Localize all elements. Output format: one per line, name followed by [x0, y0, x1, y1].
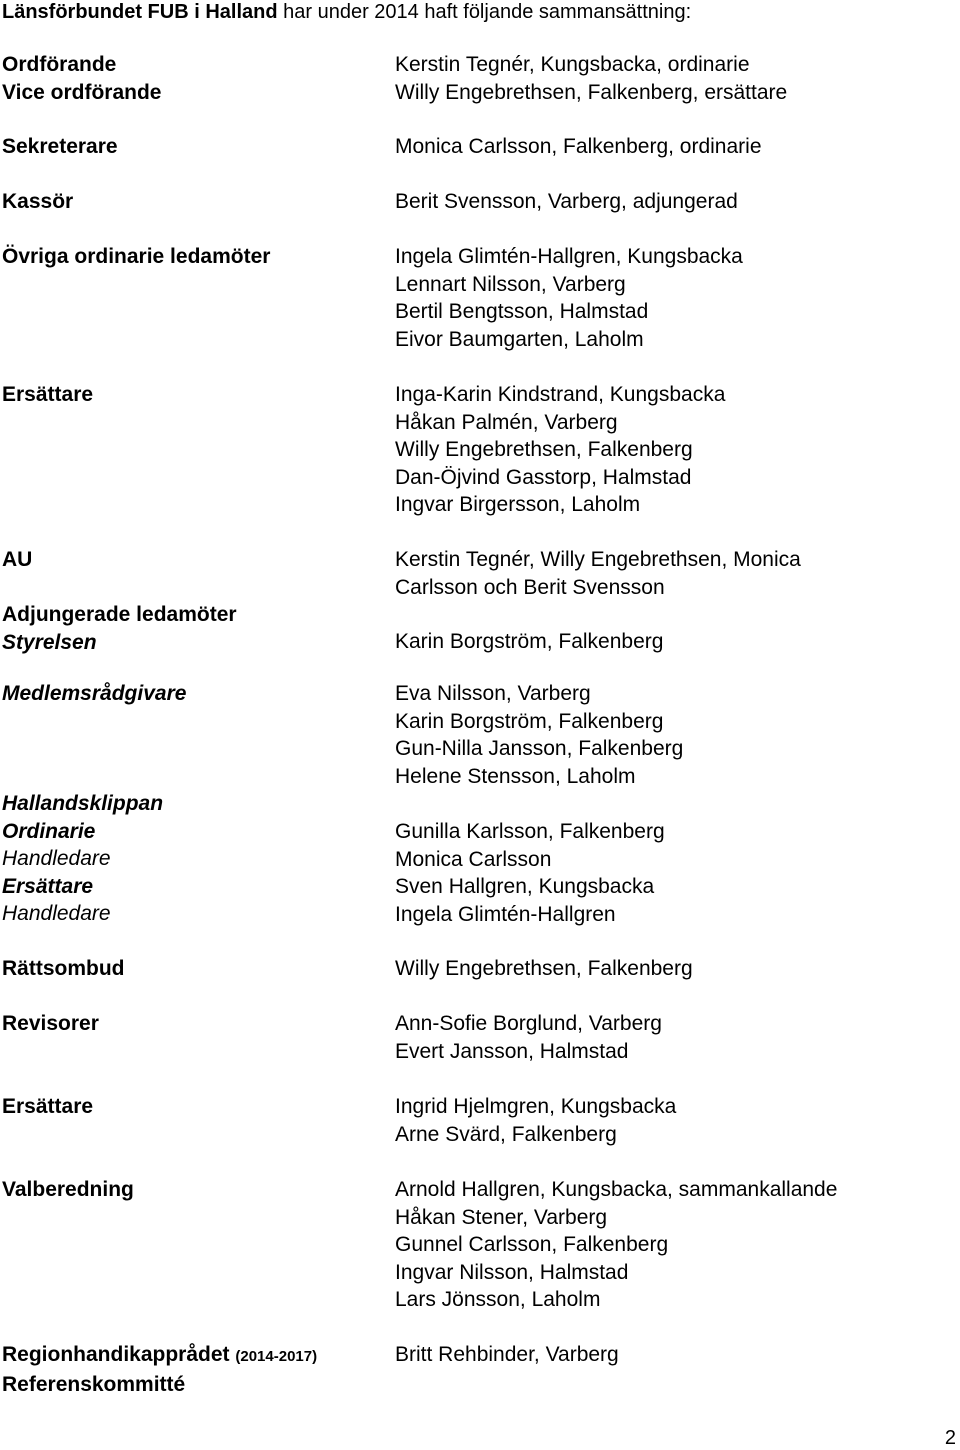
label-rattsombud: Rättsombud	[2, 957, 125, 980]
label-revisorer: Revisorer	[2, 1012, 99, 1035]
label-main: Regionhandikapprådet	[2, 1343, 230, 1366]
value-text: Inga-Karin Kindstrand, Kungsbacka	[395, 383, 726, 406]
label-text: Vice ordförande	[2, 80, 162, 104]
label-text: Ersättare	[2, 874, 94, 898]
value-text: Ingvar Birgersson, Laholm	[395, 493, 641, 516]
value-text: Kerstin Tegnér, Kungsbacka, ordinarie	[395, 53, 750, 76]
label-sekreterare: Sekreterare	[2, 135, 118, 158]
value-text: Evert Jansson, Halmstad	[395, 1039, 629, 1063]
value-text: Håkan Palmén, Varberg	[395, 410, 618, 434]
label-text: Handledare	[2, 902, 111, 925]
value-text: Lennart Nilsson, Varberg	[395, 272, 626, 296]
label-valberedning: Valberedning	[2, 1178, 134, 1201]
value-text: Eva Nilsson, Varberg	[395, 682, 591, 705]
value-kassor: Berit Svensson, Varberg, adjungerad	[395, 190, 738, 213]
value-text: Gun-Nilla Jansson, Falkenberg	[395, 737, 684, 760]
value-text: Lars Jönsson, Laholm	[395, 1288, 601, 1311]
label-medlemsradgivare: Medlemsrådgivare	[2, 682, 187, 705]
label-au: AU	[2, 548, 33, 571]
label-text	[2, 1341, 317, 1371]
value-text: Bertil Bengtsson, Halmstad	[395, 300, 649, 323]
value-text: Arne Svärd, Falkenberg	[395, 1122, 617, 1146]
label-text: Referenskommitté	[2, 1372, 186, 1396]
label-kassor: Kassör	[2, 190, 74, 213]
value-text: Willy Engebrethsen, Falkenberg	[395, 438, 693, 461]
label-text: Handledare	[2, 847, 111, 870]
values-revisorer	[395, 1010, 662, 1065]
label-revisorer-ersattare: Ersättare	[2, 1095, 94, 1118]
value-text: Ingvar Nilsson, Halmstad	[395, 1260, 629, 1284]
label-text: Ordförande	[2, 53, 117, 76]
label-ersattare: Ersättare	[2, 383, 94, 406]
label-text: Adjungerade ledamöter	[2, 603, 237, 626]
value-adjungerade: Karin Borgström, Falkenberg	[395, 630, 664, 653]
values-medlemsradgivare	[395, 680, 683, 790]
value-text: Gunnel Carlsson, Falkenberg	[395, 1233, 669, 1256]
label-regionhandikapp	[2, 1341, 317, 1398]
label-adjungerade	[2, 601, 237, 656]
value-sekreterare: Monica Carlsson, Falkenberg, ordinarie	[395, 135, 762, 158]
label-text: Hallandsklippan	[2, 792, 164, 815]
values-hallandsklippan	[395, 818, 665, 928]
value-regionhandikapp: Britt Rehbinder, Varberg	[395, 1343, 619, 1366]
value-text: Eivor Baumgarten, Laholm	[395, 327, 644, 351]
value-text: Kerstin Tegnér, Willy Engebrethsen, Monica	[395, 548, 801, 571]
value-text: Ingela Glimtén-Hallgren	[395, 902, 616, 926]
value-rattsombud: Willy Engebrethsen, Falkenberg	[395, 957, 693, 980]
value-text: Gunilla Karlsson, Falkenberg	[395, 820, 665, 843]
value-text: Carlsson och Berit Svensson	[395, 575, 665, 599]
label-ovriga: Övriga ordinarie ledamöter	[2, 245, 271, 268]
page-number: 2	[944, 1427, 956, 1449]
values-au	[395, 546, 801, 601]
value-text: Dan-Öjvind Gasstorp, Halmstad	[395, 465, 692, 489]
value-text: Ann-Sofie Borglund, Varberg	[395, 1012, 662, 1035]
value-text: Sven Hallgren, Kungsbacka	[395, 875, 655, 898]
intro-text: har under 2014 haft följande sammansättning:	[277, 1, 692, 23]
label-years: (2014-2017)	[235, 1348, 318, 1365]
label-text: Ordinarie	[2, 819, 96, 843]
value-text: Willy Engebrethsen, Falkenberg, ersättare	[395, 80, 788, 104]
organization-name: Länsförbundet FUB i Halland	[2, 1, 278, 23]
values-ersattare	[395, 381, 725, 519]
value-text: Helene Stensson, Laholm	[395, 764, 636, 788]
values-revisorer-ersattare	[395, 1093, 676, 1148]
label-text: Styrelsen	[2, 630, 97, 654]
value-text: Ingrid Hjelmgren, Kungsbacka	[395, 1095, 677, 1118]
value-text: Karin Borgström, Falkenberg	[395, 709, 664, 733]
value-text: Ingela Glimtén-Hallgren, Kungsbacka	[395, 245, 743, 268]
label-hallandsklippan	[2, 790, 163, 928]
value-text: Håkan Stener, Varberg	[395, 1205, 608, 1229]
label-ordforande	[2, 51, 162, 106]
values-ovriga	[395, 243, 743, 353]
values-valberedning	[395, 1176, 837, 1314]
intro-line	[2, 0, 691, 24]
value-text: Arnold Hallgren, Kungsbacka, sammankallande	[395, 1178, 838, 1201]
value-text: Monica Carlsson	[395, 847, 552, 871]
values-ordforande	[395, 51, 787, 106]
